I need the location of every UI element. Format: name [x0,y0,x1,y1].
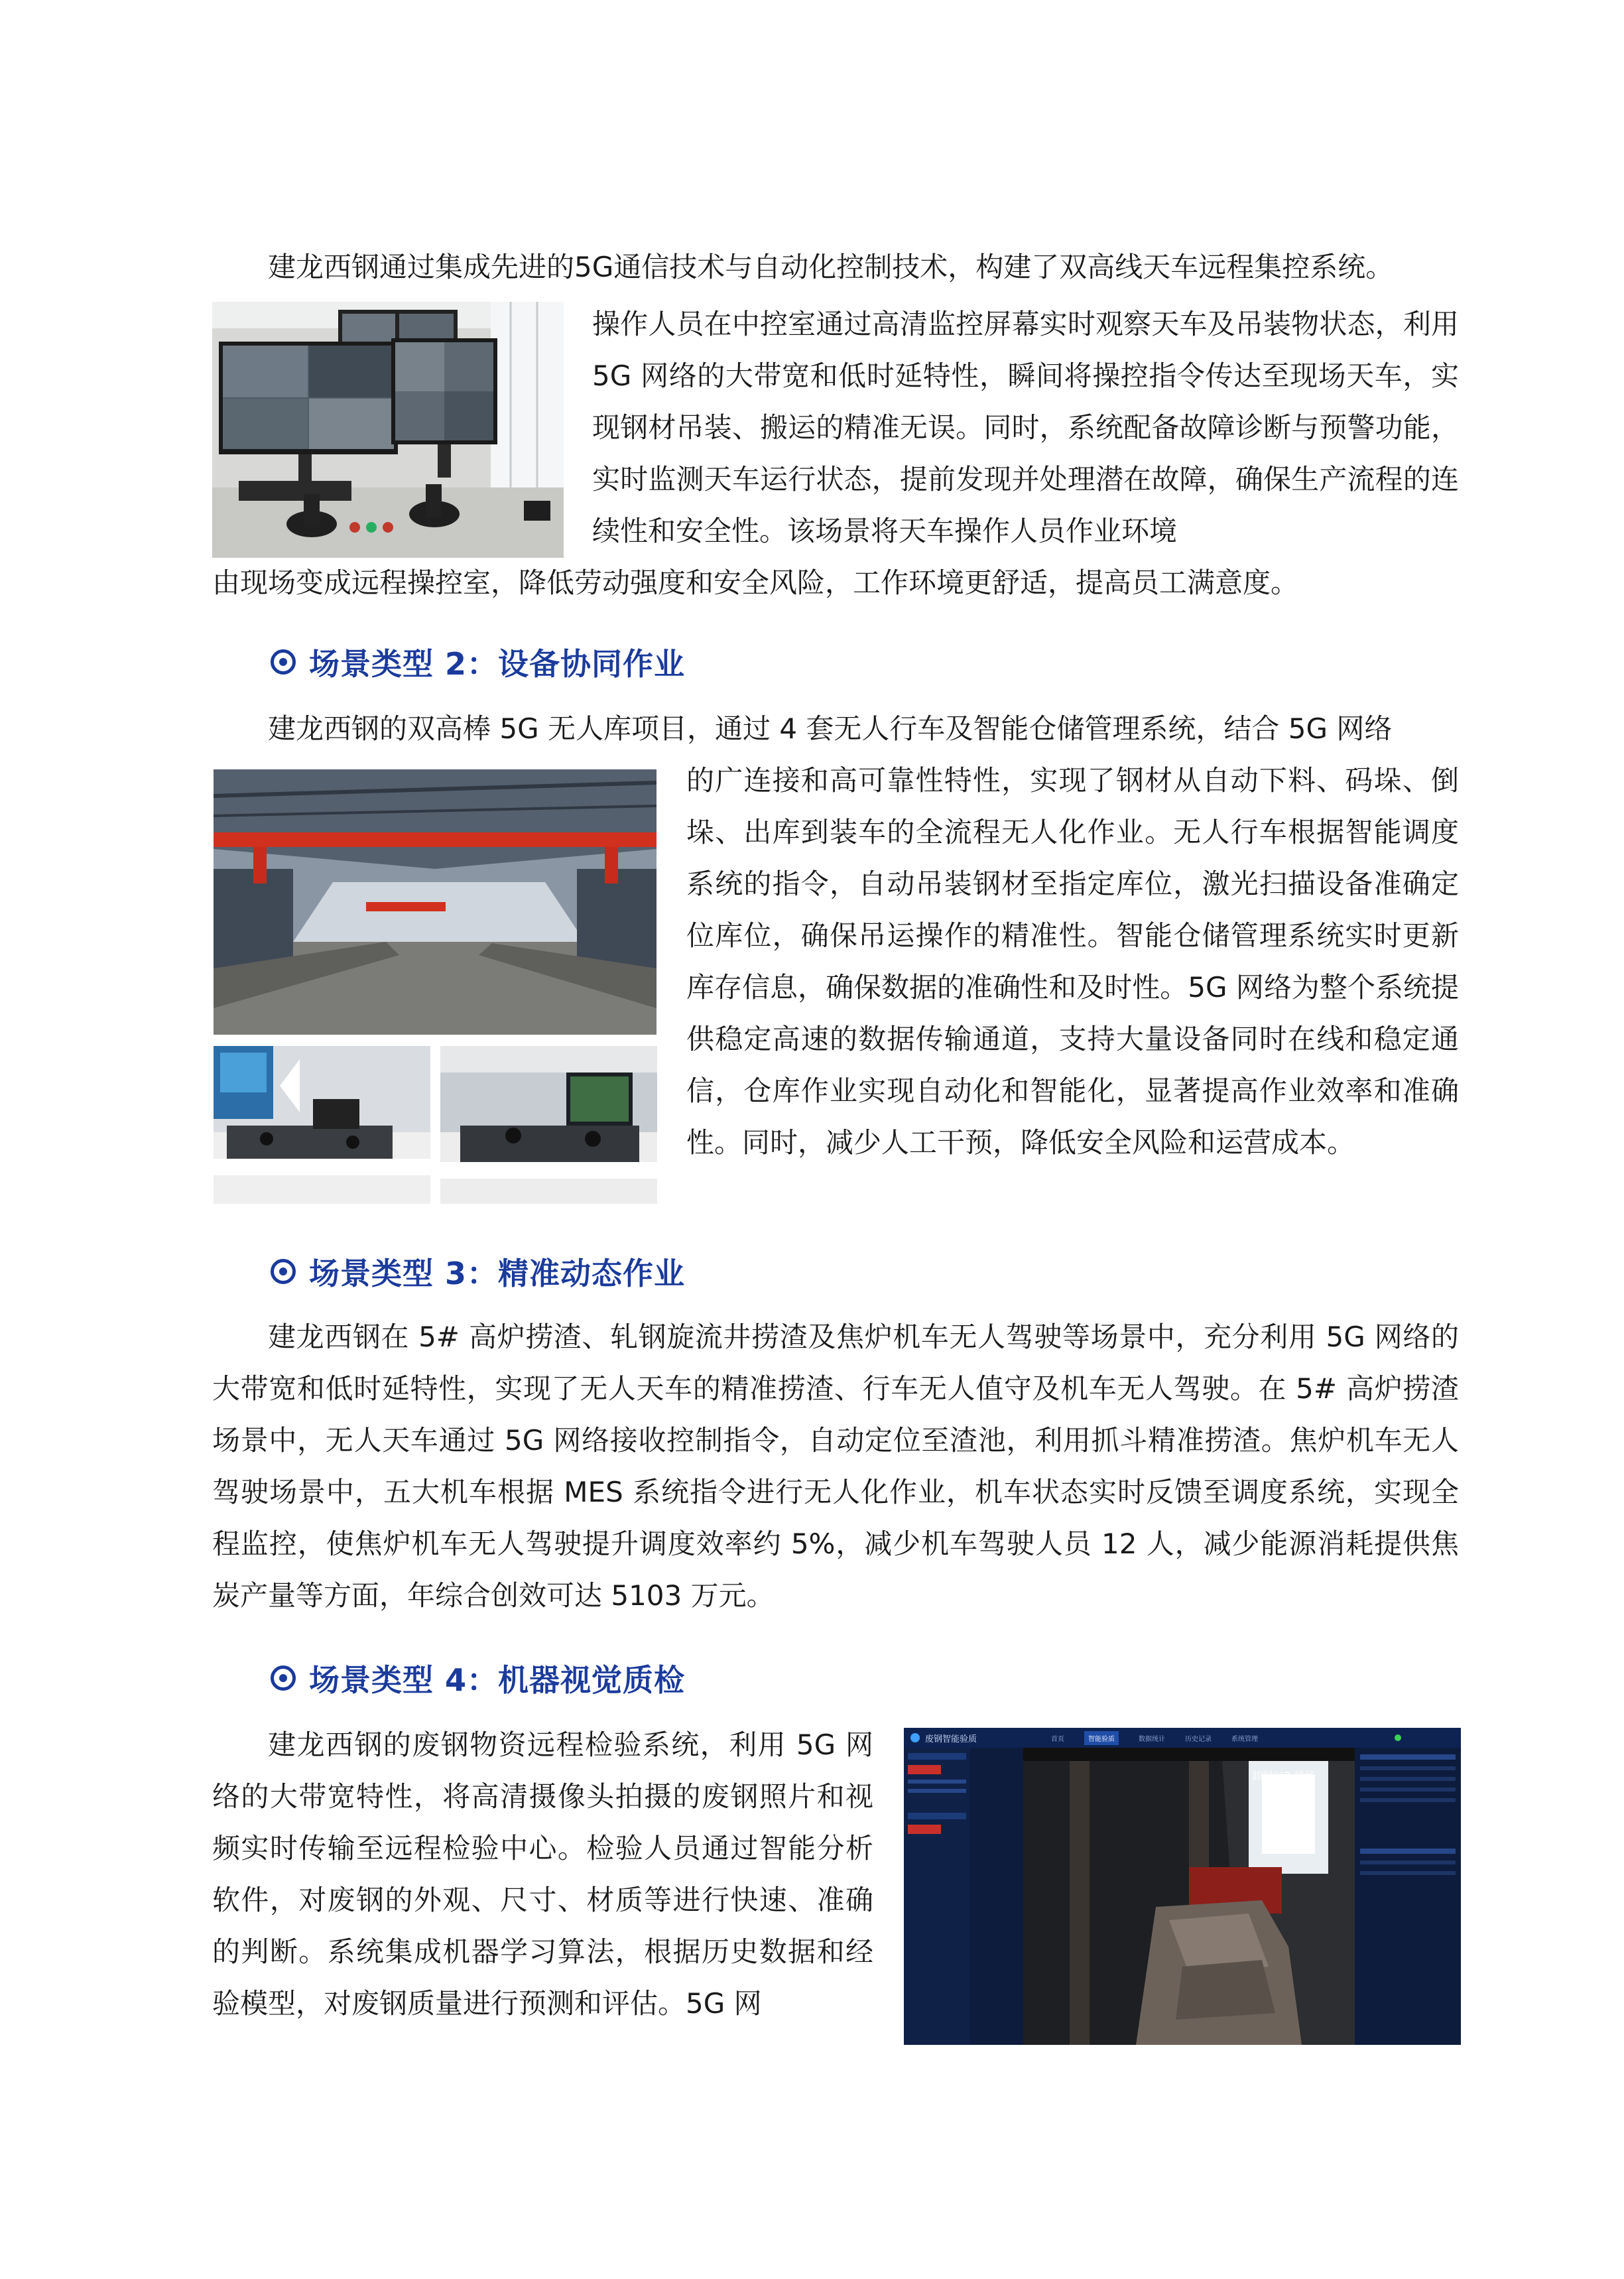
control-desk-photo-right [440,1046,657,1204]
screenshot-nav-4[interactable]: 系统管理 [1231,1735,1258,1743]
section1-first-line: 建龙西钢通过集成先进的5G通信技术与自动化控制技术，构建了双高线天车远程集控系统。 [268,251,1394,283]
screenshot-app-title: 废钢智能验质 [925,1734,977,1744]
section4-body: 建龙西钢的废钢物资远程检验系统，利用 5G 网络的大带宽特性，将高清摄像头拍摄的废钢照片和视频实时传输至远程检验中心。检验人员通过智能分析软件，对废钢的外观、尺寸、材质等进行快速、准确的判断。系统集成机器学习算法，根据历史数据和经验模型，对废钢质量进行预测和评估。5G 网 [212,1728,873,2020]
screenshot-nav-3[interactable]: 历史记录 [1185,1735,1212,1743]
section1-tail: 由现场变成远程操控室，降低劳动强度和安全风险，工作环境更舒适，提高员工满意度。 [212,566,1299,599]
status-dot-icon [1395,1734,1401,1741]
screenshot-left-panel [904,1748,970,2045]
screenshot-info-panel [970,1748,1023,2045]
section3-body: 建龙西钢在 5# 高炉捞渣、轧钢旋流井捞渣及焦炉机车无人驾驶等场景中，充分利用 5G 网络的大带宽和低时延特性，实现了无人天车的精准捞渣、行车无人值守及机车无人驾驶。在 5# 高炉捞渣场景中，无人天车通过 5G 网络接收控制指令，自动定位至渣池，利用抓斗精准捞渣。焦炉机车无人驾驶场景中，五大机车根据 MES 系统指令进行无人化作业，机车状态实时反馈至调度系统，实现全程监控，使焦炉机车无人驾驶提升调度效率约 5%，减少机车驾驶人员 12 人，减少能源消耗提供焦炭产量等方面，年综合创效可达 5103 万元。 [212,1321,1459,1612]
control-room-photo [212,302,564,558]
section3-heading: 场景类型 3：精准动态作业 [271,1245,685,1298]
section1-wrap-text: 操作人员在中控室通过高清监控屏幕实时观察天车及吊装物状态，利用 5G 网络的大带宽和低时延特性，瞬间将操控指令传达至现场天车，实现钢材吊装、搬运的精准无误。同时，系统配备故障诊断与预警功能，实时监测天车运行状态，提前发现并处理潜在故障，确保生产流程的连续性和安全性。该场景将天车操作人员作业环境 [592,308,1459,547]
camera-feed [1023,1748,1355,2045]
screenshot-right-panel [1355,1748,1461,2045]
camera-overlay-label: 卸料口2 球场 [1252,1770,1316,1782]
screenshot-nav-1[interactable]: 智能验质 [1084,1731,1119,1745]
warehouse-crane-photo [214,769,656,1035]
bullet-circle-icon [271,649,296,675]
screenshot-nav-0[interactable]: 首页 [1051,1735,1064,1743]
screenshot-nav-2[interactable]: 数据统计 [1139,1735,1165,1743]
section2-heading: 场景类型 2：设备协同作业 [271,635,685,688]
screenshot-topbar [904,1728,1461,1748]
section2-wrap-text: 的广连接和高可靠性特性，实现了钢材从自动下料、码垛、倒垛、出库到装车的全流程无人化作业。无人行车根据智能调度系统的指令，自动吊装钢材至指定库位，激光扫描设备准确定位库位，确保吊运操作的精准性。智能仓储管理系统实时更新库存信息，确保数据的准确性和及时性。5G 网络为整个系统提供稳定高速的数据传输通道，支持大量设备同时在线和稳定通信，仓库作业实现自动化和智能化，显著提高作业效率和准确性。同时，减少人工干预，降低安全风险和运营成本。 [686,764,1459,1159]
bullet-circle-icon [271,1259,296,1284]
bullet-circle-icon [271,1665,296,1691]
control-desk-photo-left [214,1046,430,1204]
section2-first-line: 建龙西钢的双高棒 5G 无人库项目，通过 4 套无人行车及智能仓储管理系统，结合 5G 网络 [268,712,1393,745]
scrap-inspection-screenshot [904,1728,1461,2045]
app-logo-icon [910,1733,920,1742]
section4-heading: 场景类型 4：机器视觉质检 [271,1652,685,1705]
